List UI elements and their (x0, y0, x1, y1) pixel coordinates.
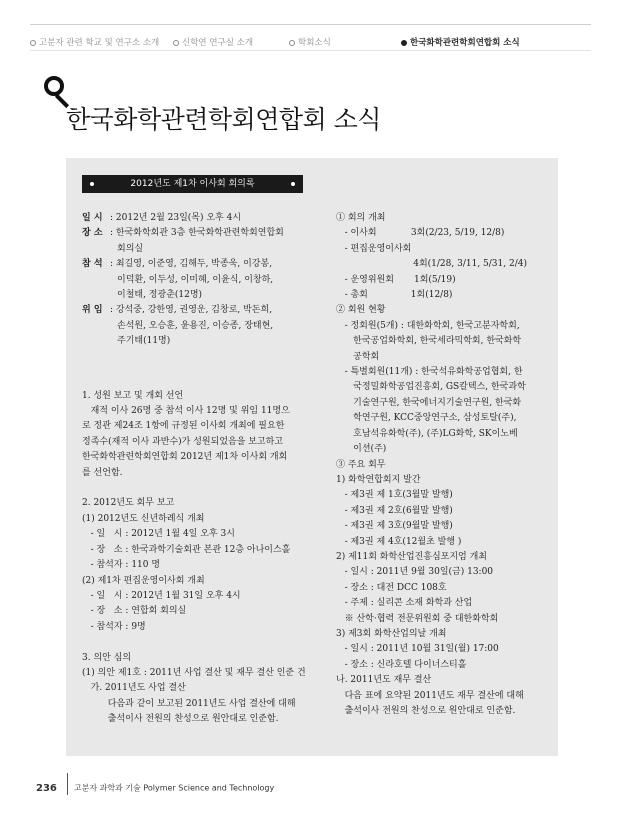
page-footer (36, 781, 274, 795)
minutes-line: - 참석자 : 9명 (82, 621, 146, 632)
meeting-info-value: 주기태(11명) (117, 336, 171, 347)
page-number: 236 (36, 782, 57, 794)
minutes-line: - 일시 : 2011년 9월 30일(금) 13:00 (336, 567, 494, 578)
bullet-icon (291, 182, 295, 186)
minutes-body-left (82, 389, 310, 728)
minutes-line: 출석이사 전원의 찬성으로 원안대로 인준함. (82, 714, 279, 725)
meeting-info-key: 일 시 (82, 213, 103, 223)
meeting-info-key: 위 임 (82, 305, 103, 316)
minutes-line: ① 회의 개최 (336, 213, 386, 223)
minutes-line: 출석이사 전원의 찬성으로 원안대로 인준함. (336, 706, 516, 716)
magnifier-icon (44, 76, 64, 96)
minutes-line: - 편집운영이사회 (336, 243, 412, 254)
nav-item-label: 한국화학관련학회연합회 소식 (410, 38, 520, 48)
minutes-line: ※ 산학·협력 전문위원회 중 대한화학회 (336, 613, 499, 624)
meeting-info-value: 이철태, 정광춘(12명) (117, 290, 203, 301)
minutes-line: 3. 의안 심의 (82, 652, 132, 663)
minutes-line: - 제3권 제 2호(6월말 발행) (336, 505, 453, 516)
minutes-line: 1) 화학연합회지 발간 (336, 474, 421, 485)
minutes-line: - 총회 1회(12/8) (336, 290, 453, 301)
minutes-line: ③ 주요 회무 (336, 459, 386, 470)
meeting-info-line (82, 226, 310, 241)
minutes-line: - 제3권 제 3호(9월말 발행) (336, 521, 453, 532)
bullet-icon (289, 40, 295, 46)
minutes-line: - 특별회원(11개) : 한국석유화학공업협회, 한 (336, 367, 523, 378)
minutes-line: 다음 표에 요약된 2011년도 재무 결산에 대해 (336, 690, 524, 701)
meeting-info-key: 장 소 (82, 228, 103, 239)
nav-item-label: 고분자 관련 학교 및 연구소 소개 (39, 38, 160, 48)
meeting-info-value: : 한국화학회관 3층 한국화학관련학회연합회 (110, 228, 284, 239)
right-column (336, 211, 554, 719)
minutes-line: 3) 제3회 화학산업의날 개최 (336, 628, 447, 639)
minutes-line: - 제3권 제 4호(12월초 발행 ) (336, 536, 462, 547)
minutes-line: 학연구원, KCC중앙연구소, 삼성토탈(주), (336, 413, 517, 424)
minutes-line: - 일 시 : 2012년 1월 4일 오후 3시 (82, 529, 235, 540)
minutes-line: ② 회원 현황 (336, 305, 386, 316)
meeting-info-line (82, 288, 310, 303)
meeting-info-value: : 강석중, 강한영, 권영운, 김창로, 박돈희, (110, 305, 273, 316)
minutes-line: - 일시 : 2011년 10월 31일(월) 17:00 (336, 644, 499, 655)
left-column (82, 211, 310, 728)
meeting-info-value: 회의실 (117, 243, 144, 254)
minutes-line: 국정밀화학공업진흥회, GS칼텍스, 한국과학 (336, 382, 526, 393)
bullet-icon (30, 40, 36, 46)
minutes-line: 2. 2012년도 회무 보고 (82, 498, 175, 509)
minutes-line: (1) 의안 제1호 : 2011년 사업 결산 및 재무 결산 인준 건 (82, 667, 306, 678)
meeting-info-line (82, 303, 310, 318)
page-title: 한국화학관련학회연합회 소식 (66, 105, 381, 134)
minutes-line: - 주제 : 실리콘 소재 화학과 산업 (336, 598, 473, 609)
minutes-line: 이션(주) (336, 444, 387, 455)
nav-item-society-news[interactable] (289, 36, 331, 48)
nav-item-schools[interactable] (30, 36, 159, 48)
minutes-line: 4회(1/28, 3/11, 5/31, 2/4) (336, 259, 527, 270)
minutes-line (82, 481, 310, 496)
minutes-line: 2) 제11회 화학산업진흥심포지엄 개최 (336, 551, 487, 562)
minutes-line (82, 635, 310, 650)
minutes-line: 로 정관 제24조 1항에 규정된 이사회 개최에 필요한 (82, 421, 285, 432)
minutes-line: 정족수(재적 이사 과반수)가 성원되었음을 보고하고 (82, 436, 284, 447)
minutes-line: 다음과 같이 보고된 2011년도 사업 결산에 대해 (82, 698, 296, 709)
minutes-line: - 제3권 제 1호(3월말 발행) (336, 490, 453, 501)
minutes-line: (1) 2012년도 신년하례식 개최 (82, 513, 205, 524)
nav-bottom-rule (30, 50, 591, 51)
meeting-info-line (82, 334, 310, 349)
nav-item-new-labs[interactable] (173, 36, 253, 48)
minutes-line: - 장소 : 신라호텔 다이너스티홀 (336, 659, 467, 670)
bullet-icon (90, 182, 94, 186)
meeting-info-line (82, 273, 310, 288)
meeting-info (82, 211, 310, 350)
minutes-line: 나. 2011년도 재무 결산 (336, 675, 432, 686)
section-banner (82, 175, 303, 193)
minutes-line: 한국공업화학회, 한국세라믹학회, 한국화학 (336, 336, 522, 347)
minutes-line: 1. 성원 보고 및 개회 선언 (82, 390, 184, 401)
minutes-line: 를 선언함. (82, 467, 123, 478)
meeting-info-line (82, 319, 310, 334)
footer-divider (67, 773, 68, 795)
nav-item-label: 신학연 연구실 소개 (182, 38, 254, 48)
minutes-line: - 정회원(5개) : 대한화학회, 한국고분자학회, (336, 320, 520, 331)
minutes-line: - 장소 : 대전 DCC 108호 (336, 582, 447, 593)
minutes-line: - 운영위원회 1회(5/19) (336, 274, 456, 285)
minutes-line: 호남석유화학(주), (주)LG화학, SK이노베 (336, 428, 518, 439)
bullet-icon (173, 40, 179, 46)
minutes-line: 한국화학관련학회연합회 2012년 제1차 이사회 개회 (82, 452, 288, 463)
meeting-info-key: 참 석 (82, 259, 103, 270)
minutes-line: 가. 2011년도 사업 결산 (82, 683, 186, 694)
banner-label: 2012년도 제1차 이사회 회의록 (130, 179, 255, 189)
meeting-info-value: : 최길영, 이준영, 김해두, 박종욱, 이강봉, (110, 259, 273, 270)
meeting-info-value: : 2012년 2월 23일(목) 오후 4시 (110, 213, 242, 223)
nav-item-federation-news[interactable] (401, 36, 520, 48)
meeting-info-line (82, 257, 310, 272)
minutes-line: - 장 소 : 연합회 회의실 (82, 606, 187, 617)
minutes-line: - 장 소 : 한국과학기술회관 본관 12층 아나이스홀 (82, 544, 291, 555)
meeting-info-line (82, 211, 310, 226)
minutes-line: 공학회 (336, 351, 380, 362)
top-navigation (0, 0, 621, 58)
minutes-line: 기술연구원, 한국에너지기술연구원, 한국화 (336, 397, 522, 408)
minutes-line: (2) 제1차 편집운영이사회 개최 (82, 575, 205, 586)
minutes-line: 재적 이사 26명 중 참석 이사 12명 및 위임 11명으 (82, 406, 290, 417)
meeting-info-value: 이덕환, 이두성, 이미혜, 이윤식, 이창하, (117, 274, 274, 285)
bullet-icon (401, 40, 407, 46)
minutes-line: - 이사회 3회(2/23, 5/19, 12/8) (336, 228, 505, 239)
minutes-line: - 참석자 : 110 명 (82, 560, 161, 571)
meeting-info-value: 손석원, 오승훈, 윤용진, 이승종, 장태현, (117, 320, 274, 331)
footer-journal-name: 고분자 과학과 기술 Polymer Science and Technology (73, 783, 275, 793)
meeting-info-line (82, 242, 310, 257)
minutes-line: - 일 시 : 2012년 1월 31일 오후 4시 (82, 590, 241, 601)
nav-top-rule (30, 24, 591, 25)
nav-item-label: 학회소식 (298, 38, 331, 48)
